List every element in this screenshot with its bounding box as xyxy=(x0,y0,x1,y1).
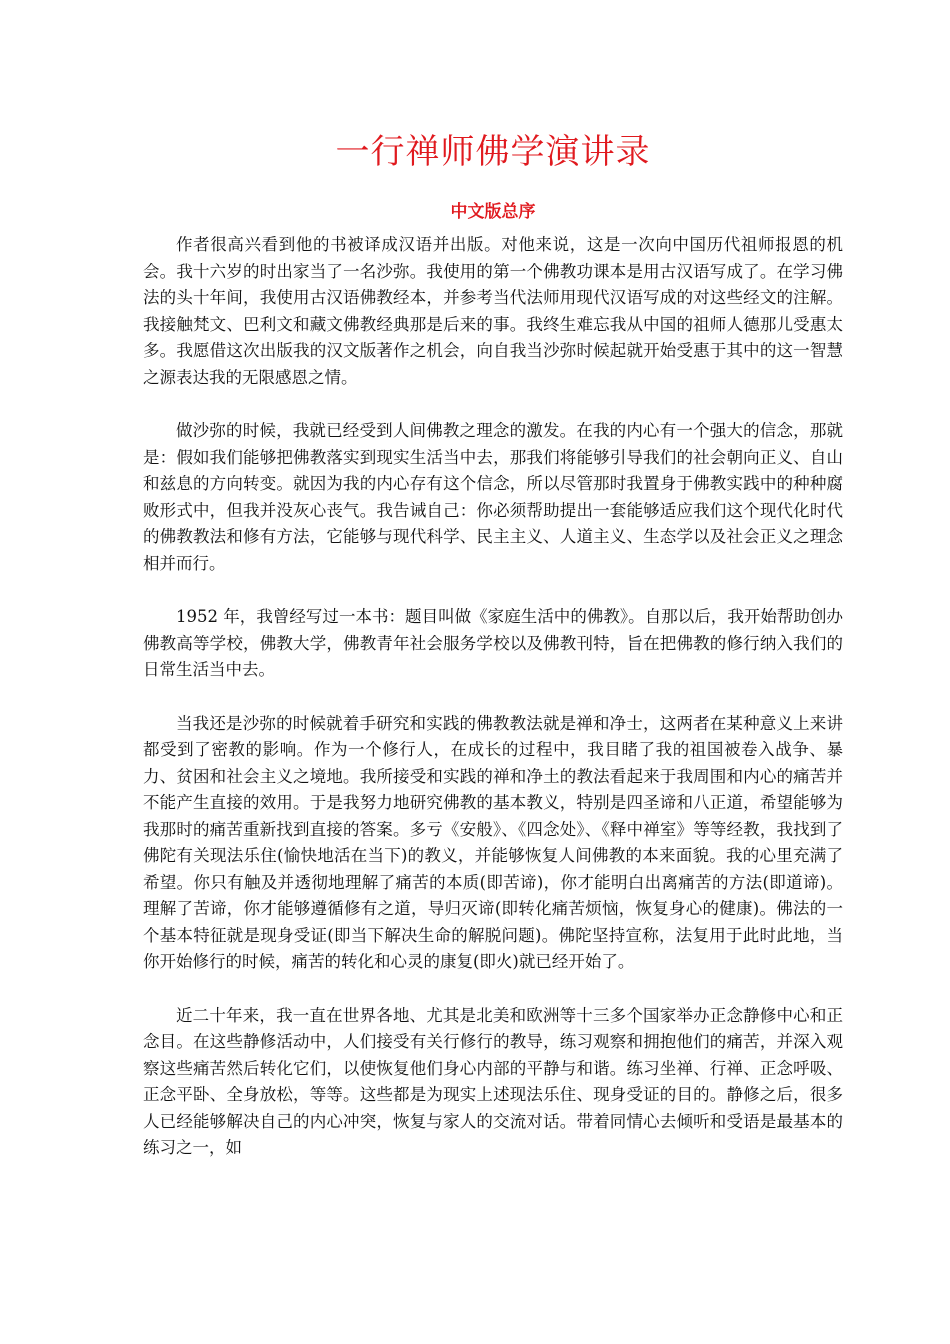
paragraph: 做沙弥的时候，我就已经受到人间佛教之理念的激发。在我的内心有一个强大的信念，那就是：假如我们能够把佛教落实到现实生活当中去，那我们将能够引导我们的社会朝向正义、自山和兹息的方向转变。就因为我的内心存有这个信念，所以尽管那时我置身于佛教实践中的种种腐败形式中，但我并没灰心丧气。我告诫自己：你必须帮助提出一套能够适应我们这个现代化时代的佛教教法和修有方法，它能够与现代科学、民主主义、人道主义、生态学以及社会正义之理念相并而行。 xyxy=(143,421,843,573)
document-title: 一行禅师佛学演讲录 xyxy=(335,132,651,172)
document-subtitle: 中文版总序 xyxy=(450,202,536,222)
paragraph: 作者很高兴看到他的书被译成汉语并出版。对他来说，这是一次向中国历代祖师报恩的机会。我十六岁的时出家当了一名沙弥。我使用的第一个佛教功课本是用古汉语写成了。在学习佛法的头十年间，我使用古汉语佛教经本，并参考当代法师用现代汉语写成的对这些经文的注解。我接触梵文、巴利文和藏文佛教经典那是后来的事。我终生难忘我从中国的祖师人德那儿受惠太多。我愿借这次出版我的汉文版著作之机会，向自我当沙弥时候起就开始受惠于其中的这一智慧之源表达我的无限感恩之情。 xyxy=(143,235,843,387)
paragraph: 近二十年来，我一直在世界各地、尤其是北美和欧洲等十三多个国家举办正念静修中心和正念目。在这些静修活动中，人们接受有关行修行的教导，练习观察和拥抱他们的痛苦，并深入观察这些痛苦然后转化它们，以使恢复他们身心内部的平静与和谐。练习坐禅、行禅、正念呼吸、正念平卧、全身放松，等等。这些都是为现实上述现法乐住、现身受证的目的。静修之后，很多人已经能够解决自己的内心冲突，恢复与家人的交流对话。带着同情心去倾听和受语是最基本的练习之一，如 xyxy=(143,1005,843,1157)
document-body xyxy=(143,232,843,1189)
paragraph: 当我还是沙弥的时候就着手研究和实践的佛教教法就是禅和净士，这两者在某种意义上来讲都受到了密教的影响。作为一个修行人，在成长的过程中，我目睹了我的祖国被卷入战争、暴力、贫困和社会主义之境地。我所接受和实践的禅和净土的教法看起来于我周围和内心的痛苦并不能产生直接的效用。于是我努力地研究佛教的基本教义，特别是四圣谛和八正道，希望能够为我那时的痛苦重新找到直接的答案。多亏《安般》、《四念处》、《释中禅室》等等经教，我找到了佛陀有关现法乐住(愉快地活在当下)的教义，并能够恢复人间佛教的本来面貌。我的心里充满了希望。你只有触及并透彻地理解了痛苦的本质(即苦谛)，你才能明白出离痛苦的方法(即道谛)。理解了苦谛，你才能够遵循修有之道，导归灭谛(即转化痛苦烦恼，恢复身心的健康)。佛法的一个基本特征就是现身受证(即当下解决生命的解脱问题)。佛陀坚持宣称，法复用于此时此地，当你开始修行的时候，痛苦的转化和心灵的康复(即火)就已经开始了。 xyxy=(143,713,843,971)
paragraph: 1952 年，我曾经写过一本书：题目叫做《家庭生活中的佛教》。自那以后，我开始帮助创办佛教高等学校，佛教大学，佛教青年社会服务学校以及佛教刊特，旨在把佛教的修行纳入我们的日常生活当中去。 xyxy=(143,607,843,679)
